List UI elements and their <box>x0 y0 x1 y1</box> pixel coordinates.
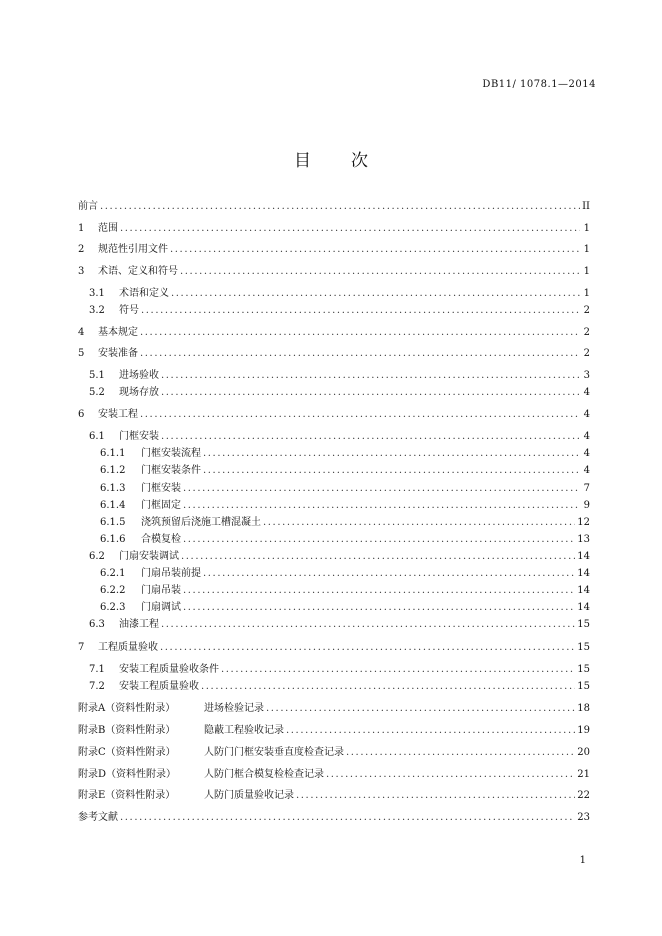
toc-page: 19 <box>577 725 590 736</box>
toc-label: 门框安装 <box>119 431 159 442</box>
toc-leader-dots <box>160 641 575 655</box>
toc-page: 2 <box>583 305 590 316</box>
toc-page: 18 <box>577 703 590 714</box>
toc-leader-dots <box>171 287 580 301</box>
toc-page: 15 <box>577 642 590 653</box>
toc-leader-dots <box>263 516 575 530</box>
toc-number: 5 <box>78 348 85 359</box>
toc-leader-dots <box>183 601 575 615</box>
toc-leader-dots <box>286 724 575 738</box>
toc-entry-appendix-b[interactable] <box>78 724 590 738</box>
toc-number: 3 <box>78 266 85 277</box>
toc-number: 6.2.1 <box>100 568 126 579</box>
title-char-2: 次 <box>351 151 368 171</box>
toc-entry-5[interactable] <box>78 347 590 361</box>
toc-label: 安装工程质量验收条件 <box>119 664 219 675</box>
toc-label: 术语和定义 <box>119 288 169 299</box>
toc-leader-dots <box>161 618 575 632</box>
toc-number: 附录C（资料性附录） <box>78 747 176 758</box>
toc-entry-3-1[interactable] <box>78 287 590 301</box>
toc-number: 6.1.5 <box>100 517 126 528</box>
toc-leader-dots <box>203 464 580 478</box>
toc-leader-dots <box>140 347 580 361</box>
toc-entry-5-2[interactable] <box>78 386 590 400</box>
toc-label: 门框安装条件 <box>141 465 201 476</box>
toc-leader-dots <box>140 408 580 422</box>
toc-leader-dots <box>100 200 580 214</box>
toc-label: 工程质量验收 <box>98 642 158 653</box>
toc-leader-dots <box>203 447 580 461</box>
toc-page: 4 <box>583 409 590 420</box>
toc-number: 6.2.2 <box>100 585 126 596</box>
toc-page: 13 <box>577 534 590 545</box>
toc-page: 2 <box>583 327 590 338</box>
toc-entry-3-2[interactable] <box>78 304 590 318</box>
toc-number: 6.1 <box>89 431 105 442</box>
toc-entry-6-1-6[interactable] <box>78 533 590 547</box>
toc-number: 附录B（资料性附录） <box>78 725 176 736</box>
toc-number: 附录D（资料性附录） <box>78 769 177 780</box>
toc-entry-6-1-3[interactable] <box>78 482 590 496</box>
toc-page: 14 <box>577 585 590 596</box>
toc-page: 15 <box>577 619 590 630</box>
toc-leader-dots <box>296 789 575 803</box>
page-title <box>0 146 662 171</box>
toc-entry-5-1[interactable] <box>78 369 590 383</box>
toc-page: 14 <box>577 551 590 562</box>
toc-label: 进场检验记录 <box>204 703 264 714</box>
title-char-1: 目 <box>294 151 311 171</box>
toc-number: 6.2 <box>89 551 105 562</box>
toc-entry-foreword[interactable] <box>78 200 590 214</box>
page-number: 1 <box>579 855 586 866</box>
toc-label: 符号 <box>119 305 139 316</box>
toc-label: 门扇吊装 <box>141 585 181 596</box>
toc-entry-6[interactable] <box>78 408 590 422</box>
toc-page: 9 <box>583 500 590 511</box>
toc-number: 6.1.2 <box>100 465 126 476</box>
toc-entry-6-1[interactable] <box>78 430 590 444</box>
toc-number: 附录A（资料性附录） <box>78 703 176 714</box>
toc-leader-dots <box>221 663 575 677</box>
toc-entry-appendix-a[interactable] <box>78 702 590 716</box>
toc-number: 7.1 <box>89 664 105 675</box>
toc-label: 隐蔽工程验收记录 <box>204 725 284 736</box>
toc-leader-dots <box>183 499 580 513</box>
toc-entry-1[interactable] <box>78 222 590 236</box>
toc-leader-dots <box>181 550 575 564</box>
toc-page: 15 <box>577 681 590 692</box>
toc-label: 门框固定 <box>141 500 181 511</box>
toc-page: 21 <box>577 769 590 780</box>
toc-number: 3.1 <box>89 288 105 299</box>
toc-label: 规范性引用文件 <box>98 244 168 255</box>
toc-label: 参考文献 <box>78 812 118 823</box>
toc-label: 人防门框合模复检检查记录 <box>204 769 324 780</box>
toc-page: 4 <box>583 387 590 398</box>
toc-entry-6-2-3[interactable] <box>78 601 590 615</box>
toc-label: 人防门质量验收记录 <box>204 790 294 801</box>
toc-leader-dots <box>120 811 575 825</box>
toc-page: 22 <box>577 790 590 801</box>
toc-leader-dots <box>180 265 580 279</box>
toc-number: 6.1.6 <box>100 534 126 545</box>
toc-number: 6.2.3 <box>100 602 126 613</box>
toc-page: 1 <box>583 223 590 234</box>
toc-page: 14 <box>577 602 590 613</box>
toc-page: 1 <box>583 266 590 277</box>
toc-label: 浇筑预留后浇施工槽混凝土 <box>141 517 261 528</box>
toc-label: 门框安装 <box>141 483 181 494</box>
toc-number: 5.2 <box>89 387 105 398</box>
toc-leader-dots <box>183 584 575 598</box>
toc-entry-6-3[interactable] <box>78 618 590 632</box>
toc-leader-dots <box>326 768 575 782</box>
toc-label: 基本规定 <box>98 327 138 338</box>
toc-leader-dots <box>161 430 580 444</box>
toc-page: 15 <box>577 664 590 675</box>
toc-leader-dots <box>346 746 575 760</box>
toc-leader-dots <box>183 533 575 547</box>
document-code: DB11/ 1078.1—2014 <box>482 79 596 90</box>
toc-leader-dots <box>161 386 580 400</box>
toc-page: 4 <box>583 448 590 459</box>
toc-entry-4[interactable] <box>78 326 590 340</box>
toc-label: 门扇吊装前提 <box>141 568 201 579</box>
toc-number: 6.1.3 <box>100 483 126 494</box>
toc-page: 20 <box>577 747 590 758</box>
toc-page: 1 <box>583 244 590 255</box>
toc-number: 7.2 <box>89 681 105 692</box>
toc-entry-6-2[interactable] <box>78 550 590 564</box>
toc-entry-6-2-1[interactable] <box>78 567 590 581</box>
toc-label: 术语、定义和符号 <box>98 266 178 277</box>
toc-label: 前言 <box>78 201 98 212</box>
toc-entry-appendix-d[interactable] <box>78 768 590 782</box>
toc-number: 5.1 <box>89 370 105 381</box>
toc-entry-7-2[interactable] <box>78 680 590 694</box>
toc-label: 进场验收 <box>119 370 159 381</box>
toc-page: 3 <box>583 370 590 381</box>
toc-page: 4 <box>583 465 590 476</box>
toc-label: 现场存放 <box>119 387 159 398</box>
toc-number: 1 <box>78 223 85 234</box>
toc-label: 人防门门框安装垂直度检查记录 <box>204 747 344 758</box>
toc-page: 1 <box>583 288 590 299</box>
toc-label: 油漆工程 <box>119 619 159 630</box>
toc-number: 3.2 <box>89 305 105 316</box>
toc-number: 6.3 <box>89 619 105 630</box>
toc-label: 安装工程质量验收 <box>119 681 199 692</box>
toc-leader-dots <box>203 567 575 581</box>
toc-entry-6-1-2[interactable] <box>78 464 590 478</box>
toc-number: 6.1.4 <box>100 500 126 511</box>
toc-entry-appendix-e[interactable] <box>78 789 590 803</box>
toc-page: 23 <box>577 812 590 823</box>
toc-page: 14 <box>577 568 590 579</box>
toc-page: II <box>582 201 590 212</box>
toc-leader-dots <box>183 482 580 496</box>
toc-entry-3[interactable] <box>78 265 590 279</box>
toc-label: 门扇调试 <box>141 602 181 613</box>
toc-number: 附录E（资料性附录） <box>78 790 176 801</box>
toc-label: 门框安装流程 <box>141 448 201 459</box>
toc-leader-dots <box>140 326 580 340</box>
toc-entry-7-1[interactable] <box>78 663 590 677</box>
toc-entry-6-2-2[interactable] <box>78 584 590 598</box>
toc-number: 6 <box>78 409 85 420</box>
toc-page: 7 <box>583 483 590 494</box>
toc-leader-dots <box>170 243 580 257</box>
toc-label: 合模复检 <box>141 534 181 545</box>
toc-number: 2 <box>78 244 85 255</box>
toc-label: 安装工程 <box>98 409 138 420</box>
toc-leader-dots <box>201 680 575 694</box>
toc-entry-6-1-5[interactable] <box>78 516 590 530</box>
toc-number: 7 <box>78 642 85 653</box>
toc-label: 门扇安装调试 <box>119 551 179 562</box>
toc-leader-dots <box>141 304 580 318</box>
toc-entry-6-1-4[interactable] <box>78 499 590 513</box>
toc-entry-appendix-c[interactable] <box>78 746 590 760</box>
toc-leader-dots <box>161 369 580 383</box>
toc-page: 12 <box>577 517 590 528</box>
toc-leader-dots <box>120 222 580 236</box>
toc-page: 4 <box>583 431 590 442</box>
toc-number: 4 <box>78 327 85 338</box>
toc-label: 安装准备 <box>98 348 138 359</box>
toc-entry-2[interactable] <box>78 243 590 257</box>
toc-leader-dots <box>266 702 575 716</box>
toc-label: 范围 <box>98 223 118 234</box>
toc-entry-references[interactable] <box>78 811 590 825</box>
toc-entry-7[interactable] <box>78 641 590 655</box>
toc-page: 2 <box>583 348 590 359</box>
toc-entry-6-1-1[interactable] <box>78 447 590 461</box>
toc-number: 6.1.1 <box>100 448 126 459</box>
